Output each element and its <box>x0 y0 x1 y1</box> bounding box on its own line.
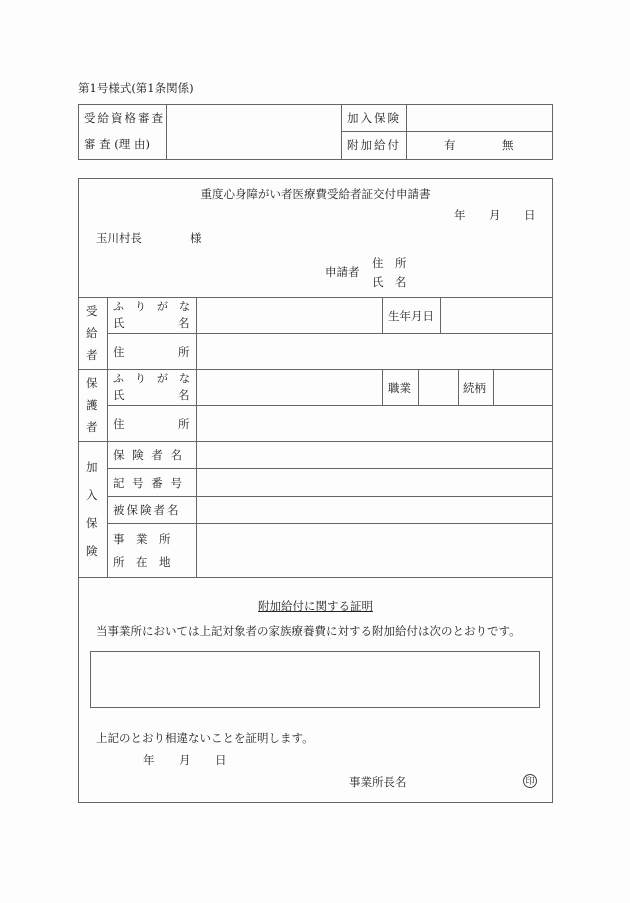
recipient-group-char: 給 <box>86 326 98 340</box>
guardian-address-label-a: 住 <box>113 417 125 431</box>
insurer-name-label: 保 険 者 名 <box>113 448 184 462</box>
guardian-group-char: 護 <box>86 398 98 412</box>
addressee: 玉川村長 <box>96 231 142 245</box>
seal-icon: 印 <box>523 774 537 788</box>
divider <box>382 297 383 333</box>
guardian-group-char: 者 <box>86 420 98 434</box>
guardian-address-field[interactable] <box>197 406 552 440</box>
divider <box>341 104 342 160</box>
office-location-field[interactable] <box>197 524 552 576</box>
divider <box>341 131 553 132</box>
review-label-2: 審 査 (理 由) <box>84 137 150 151</box>
additional-benefit-details-field[interactable] <box>90 651 540 708</box>
relationship-field[interactable] <box>494 370 552 404</box>
location-label: 所 在 地 <box>113 555 171 569</box>
recipient-address-label-b: 所 <box>178 345 190 359</box>
applicant-address-label: 住 所 <box>372 256 407 270</box>
cert-date-month-label: 月 <box>179 753 191 767</box>
certificate-statement: 当事業所においては上記対象者の家族療養費に対する附加給付は次のとおりです。 <box>96 624 521 638</box>
applicant-address-field[interactable] <box>412 254 547 270</box>
director-name-label: 事業所長名 <box>349 775 407 789</box>
occupation-field[interactable] <box>419 370 457 404</box>
review-reason-field[interactable] <box>167 105 340 159</box>
recipient-group-char: 受 <box>86 304 98 318</box>
insurance-group-char: 保 <box>86 516 98 530</box>
insurance-group-char: 入 <box>86 488 98 502</box>
form-id: 第1号様式(第1条関係) <box>78 81 194 95</box>
guardian-furigana-label: ふ り が な <box>113 372 190 385</box>
guardian-name-label-a: 氏 <box>113 388 125 402</box>
recipient-group-char: 者 <box>86 348 98 362</box>
recipient-address-field[interactable] <box>197 334 552 368</box>
guardian-address-label-b: 所 <box>178 417 190 431</box>
divider <box>458 369 459 405</box>
insurance-group-char: 加 <box>86 460 98 474</box>
certificate-title: 附加給付に関する証明 <box>258 599 373 613</box>
option-no[interactable]: 無 <box>502 138 514 152</box>
date-year-label: 年 <box>454 208 466 222</box>
recipient-name-field[interactable] <box>197 298 381 332</box>
occupation-label: 職業 <box>388 381 411 395</box>
honorific: 様 <box>190 231 202 245</box>
applicant-name-field[interactable] <box>412 273 547 289</box>
date-day-label: 日 <box>524 208 536 222</box>
birth-date-label: 生年月日 <box>388 309 434 323</box>
divider <box>107 297 108 577</box>
relationship-label: 続柄 <box>463 381 486 395</box>
cert-date-day-label: 日 <box>215 753 227 767</box>
date-month-label: 月 <box>489 208 501 222</box>
option-yes[interactable]: 有 <box>444 138 456 152</box>
birth-date-field[interactable] <box>441 298 552 332</box>
cert-date-year-label: 年 <box>143 753 155 767</box>
symbol-number-field[interactable] <box>197 469 552 495</box>
recipient-name-label-a: 氏 <box>113 316 125 330</box>
guardian-group-char: 保 <box>86 376 98 390</box>
divider <box>382 369 383 405</box>
insurer-name-field[interactable] <box>197 442 552 467</box>
form-title: 重度心身障がい者医療費受給者証交付申請書 <box>200 187 431 201</box>
applicant-name-label: 氏 名 <box>372 275 407 289</box>
divider <box>78 577 553 578</box>
guardian-name-label-b: 名 <box>178 388 190 402</box>
insured-name-label: 被保険者名 <box>113 503 181 517</box>
additional-benefit-label: 附加給付 <box>347 138 401 152</box>
applicant-label: 申請者 <box>325 265 360 279</box>
review-label-1: 受給資格審査 <box>84 111 165 125</box>
recipient-name-label-b: 名 <box>178 316 190 330</box>
insurance-group-char: 険 <box>86 544 98 558</box>
insurance-label: 加入保険 <box>347 111 401 125</box>
insurance-field[interactable] <box>407 105 552 130</box>
recipient-address-label-a: 住 <box>113 345 125 359</box>
certificate-confirm: 上記のとおり相違ないことを証明します。 <box>96 731 314 745</box>
insured-name-field[interactable] <box>197 497 552 522</box>
director-name-field[interactable] <box>412 772 512 790</box>
symbol-number-label: 記 号 番 号 <box>113 476 184 490</box>
recipient-furigana-label: ふ り が な <box>113 300 190 313</box>
office-label: 事 業 所 <box>113 532 171 546</box>
guardian-name-field[interactable] <box>197 370 381 404</box>
